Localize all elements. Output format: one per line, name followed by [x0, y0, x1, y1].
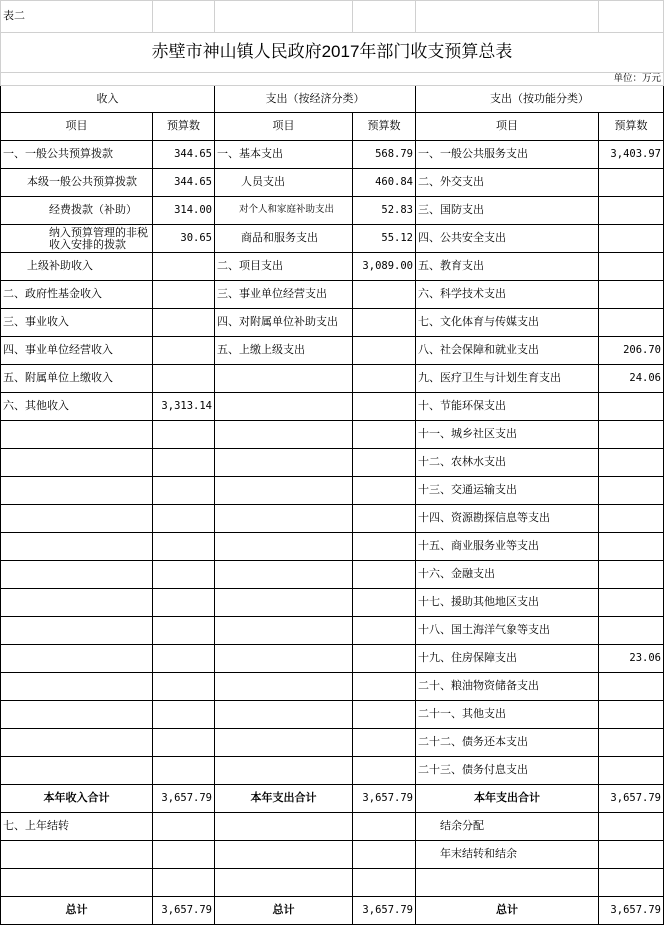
income-item	[1, 561, 153, 589]
func-amount	[599, 673, 664, 701]
table-row	[1, 673, 664, 701]
func-item: 二十、粮油物资储备支出	[416, 673, 599, 701]
func-item: 十五、商业服务业等支出	[416, 533, 599, 561]
func-item: 十九、住房保障支出	[416, 645, 599, 673]
func-amount	[599, 281, 664, 309]
func-amount: 24.06	[599, 365, 664, 393]
table-row	[1, 533, 664, 561]
func-item: 二十二、债务还本支出	[416, 729, 599, 757]
econ-item	[215, 729, 353, 757]
unit-label: 单位：万元	[1, 73, 664, 86]
income-amount	[153, 729, 215, 757]
func-amount	[599, 589, 664, 617]
table-row	[1, 449, 664, 477]
income-item	[1, 589, 153, 617]
func-amount	[599, 561, 664, 589]
income-amount	[153, 309, 215, 337]
func-grand-amount: 3,657.79	[599, 897, 664, 925]
econ-amount	[353, 617, 416, 645]
func-item: 十三、交通运输支出	[416, 477, 599, 505]
econ-amount	[353, 701, 416, 729]
income-amount	[153, 645, 215, 673]
table-row	[1, 869, 664, 897]
econ-amount	[353, 869, 416, 897]
func-grand-label: 总计	[416, 897, 599, 925]
table-row	[1, 561, 664, 589]
table-row	[1, 225, 664, 253]
econ-amount	[353, 589, 416, 617]
func-amount	[599, 533, 664, 561]
grand-total-row	[1, 897, 664, 925]
income-item: 七、上年结转	[1, 813, 153, 841]
econ-item: 四、对附属单位补助支出	[215, 309, 353, 337]
econ-amount	[353, 393, 416, 421]
income-item	[1, 729, 153, 757]
income-total-label: 本年收入合计	[1, 785, 153, 813]
year-total-row	[1, 785, 664, 813]
econ-grand-amount: 3,657.79	[353, 897, 416, 925]
table-row	[1, 505, 664, 533]
func-item: 四、公共安全支出	[416, 225, 599, 253]
func-item: 十八、国土海洋气象等支出	[416, 617, 599, 645]
econ-item: 三、事业单位经营支出	[215, 281, 353, 309]
econ-amount	[353, 477, 416, 505]
income-item: 纳入预算管理的非税收入安排的拨款	[1, 225, 153, 253]
econ-amount	[353, 729, 416, 757]
func-amount	[599, 253, 664, 281]
func-amount	[599, 309, 664, 337]
func-amount	[599, 393, 664, 421]
func-amount	[599, 869, 664, 897]
econ-amount	[353, 309, 416, 337]
econ-item: 一、基本支出	[215, 141, 353, 169]
econ-amount	[353, 449, 416, 477]
func-amount	[599, 225, 664, 253]
econ-amount: 52.83	[353, 197, 416, 225]
income-amount	[153, 337, 215, 365]
econ-amount	[353, 421, 416, 449]
func-item: 六、科学技术支出	[416, 281, 599, 309]
func-amount	[599, 841, 664, 869]
income-amount	[153, 701, 215, 729]
econ-amount	[353, 533, 416, 561]
econ-total-amount: 3,657.79	[353, 785, 416, 813]
income-item	[1, 421, 153, 449]
header-income: 收入	[1, 86, 215, 113]
func-item: 结余分配	[416, 813, 599, 841]
econ-amount	[353, 281, 416, 309]
income-amount	[153, 617, 215, 645]
func-amount	[599, 701, 664, 729]
econ-item: 人员支出	[215, 169, 353, 197]
econ-item	[215, 813, 353, 841]
table-row	[1, 197, 664, 225]
table-row	[1, 309, 664, 337]
income-amount	[153, 869, 215, 897]
income-item	[1, 841, 153, 869]
econ-item	[215, 645, 353, 673]
table-row	[1, 365, 664, 393]
func-item: 十一、城乡社区支出	[416, 421, 599, 449]
econ-item	[215, 449, 353, 477]
econ-item	[215, 365, 353, 393]
income-amount	[153, 365, 215, 393]
func-amount	[599, 505, 664, 533]
income-amount	[153, 449, 215, 477]
econ-item	[215, 701, 353, 729]
econ-amount	[353, 645, 416, 673]
income-amount: 3,313.14	[153, 393, 215, 421]
func-item: 十七、援助其他地区支出	[416, 589, 599, 617]
income-item: 经费拨款（补助）	[1, 197, 153, 225]
econ-amount	[353, 505, 416, 533]
func-amount	[599, 813, 664, 841]
table-row	[1, 141, 664, 169]
econ-grand-label: 总计	[215, 897, 353, 925]
func-item: 二十一、其他支出	[416, 701, 599, 729]
econ-amount: 460.84	[353, 169, 416, 197]
econ-amount	[353, 841, 416, 869]
econ-total-label: 本年支出合计	[215, 785, 353, 813]
header-econ: 支出（按经济分类）	[215, 86, 416, 113]
func-total-amount: 3,657.79	[599, 785, 664, 813]
table-row	[1, 729, 664, 757]
income-item	[1, 673, 153, 701]
func-item: 七、文化体育与传媒支出	[416, 309, 599, 337]
econ-item	[215, 841, 353, 869]
table-row	[1, 169, 664, 197]
econ-item	[215, 561, 353, 589]
func-amount: 23.06	[599, 645, 664, 673]
col-amount: 预算数	[599, 113, 664, 141]
col-item: 项目	[416, 113, 599, 141]
income-item: 二、政府性基金收入	[1, 281, 153, 309]
col-item: 项目	[1, 113, 153, 141]
econ-amount	[353, 365, 416, 393]
func-item: 年末结转和结余	[416, 841, 599, 869]
income-grand-label: 总计	[1, 897, 153, 925]
income-item: 六、其他收入	[1, 393, 153, 421]
econ-amount: 55.12	[353, 225, 416, 253]
econ-item	[215, 757, 353, 785]
table-row	[1, 281, 664, 309]
income-amount	[153, 841, 215, 869]
income-item	[1, 617, 153, 645]
func-amount	[599, 197, 664, 225]
func-amount	[599, 449, 664, 477]
income-item	[1, 477, 153, 505]
table-row	[1, 477, 664, 505]
income-item	[1, 645, 153, 673]
func-item: 十四、资源勘探信息等支出	[416, 505, 599, 533]
table-row	[1, 393, 664, 421]
func-amount	[599, 477, 664, 505]
table-row	[1, 337, 664, 365]
func-amount	[599, 169, 664, 197]
econ-item: 商品和服务支出	[215, 225, 353, 253]
func-item: 五、教育支出	[416, 253, 599, 281]
income-amount: 30.65	[153, 225, 215, 253]
income-grand-amount: 3,657.79	[153, 897, 215, 925]
func-item: 一、一般公共服务支出	[416, 141, 599, 169]
econ-amount	[353, 757, 416, 785]
econ-amount	[353, 561, 416, 589]
income-item: 四、事业单位经营收入	[1, 337, 153, 365]
table-row	[1, 253, 664, 281]
income-amount	[153, 813, 215, 841]
table-row	[1, 421, 664, 449]
income-item	[1, 701, 153, 729]
func-amount: 206.70	[599, 337, 664, 365]
income-item	[1, 505, 153, 533]
income-amount: 344.65	[153, 169, 215, 197]
table-row	[1, 617, 664, 645]
func-item: 十二、农林水支出	[416, 449, 599, 477]
income-amount	[153, 757, 215, 785]
income-item	[1, 449, 153, 477]
econ-item	[215, 533, 353, 561]
income-amount	[153, 673, 215, 701]
income-item	[1, 757, 153, 785]
income-item	[1, 869, 153, 897]
econ-amount	[353, 337, 416, 365]
func-amount	[599, 757, 664, 785]
func-total-label: 本年支出合计	[416, 785, 599, 813]
econ-item	[215, 869, 353, 897]
func-item	[416, 869, 599, 897]
income-item: 上级补助收入	[1, 253, 153, 281]
econ-item: 对个人和家庭补助支出	[215, 197, 353, 225]
col-amount: 预算数	[153, 113, 215, 141]
func-amount: 3,403.97	[599, 141, 664, 169]
econ-amount	[353, 673, 416, 701]
econ-amount: 568.79	[353, 141, 416, 169]
table-row	[1, 813, 664, 841]
func-item: 二、外交支出	[416, 169, 599, 197]
econ-amount	[353, 813, 416, 841]
func-item: 三、国防支出	[416, 197, 599, 225]
income-item: 一、一般公共预算拨款	[1, 141, 153, 169]
func-amount	[599, 729, 664, 757]
econ-item	[215, 617, 353, 645]
func-amount	[599, 421, 664, 449]
income-amount	[153, 477, 215, 505]
econ-item: 五、上缴上级支出	[215, 337, 353, 365]
income-item: 三、事业收入	[1, 309, 153, 337]
func-item: 八、社会保障和就业支出	[416, 337, 599, 365]
income-total-amount: 3,657.79	[153, 785, 215, 813]
table-row	[1, 757, 664, 785]
income-amount	[153, 421, 215, 449]
col-item: 项目	[215, 113, 353, 141]
econ-item	[215, 505, 353, 533]
econ-item	[215, 673, 353, 701]
econ-item	[215, 421, 353, 449]
econ-item	[215, 589, 353, 617]
col-amount: 预算数	[353, 113, 416, 141]
econ-item	[215, 477, 353, 505]
func-item: 十、节能环保支出	[416, 393, 599, 421]
header-func: 支出（按功能分类）	[416, 86, 664, 113]
table-row	[1, 841, 664, 869]
income-amount	[153, 253, 215, 281]
income-amount	[153, 281, 215, 309]
income-item	[1, 533, 153, 561]
func-amount	[599, 617, 664, 645]
func-item: 十六、金融支出	[416, 561, 599, 589]
income-amount: 344.65	[153, 141, 215, 169]
income-amount	[153, 561, 215, 589]
income-amount: 314.00	[153, 197, 215, 225]
sheet-label: 表二	[1, 1, 153, 33]
func-item: 二十三、债务付息支出	[416, 757, 599, 785]
econ-item: 二、项目支出	[215, 253, 353, 281]
table-row	[1, 589, 664, 617]
table-row	[1, 701, 664, 729]
income-amount	[153, 505, 215, 533]
income-item: 本级一般公共预算拨款	[1, 169, 153, 197]
page-title: 赤壁市神山镇人民政府2017年部门收支预算总表	[1, 33, 664, 73]
table-row	[1, 645, 664, 673]
income-amount	[153, 589, 215, 617]
income-item: 五、附属单位上缴收入	[1, 365, 153, 393]
econ-item	[215, 393, 353, 421]
income-amount	[153, 533, 215, 561]
econ-amount: 3,089.00	[353, 253, 416, 281]
func-item: 九、医疗卫生与计划生育支出	[416, 365, 599, 393]
